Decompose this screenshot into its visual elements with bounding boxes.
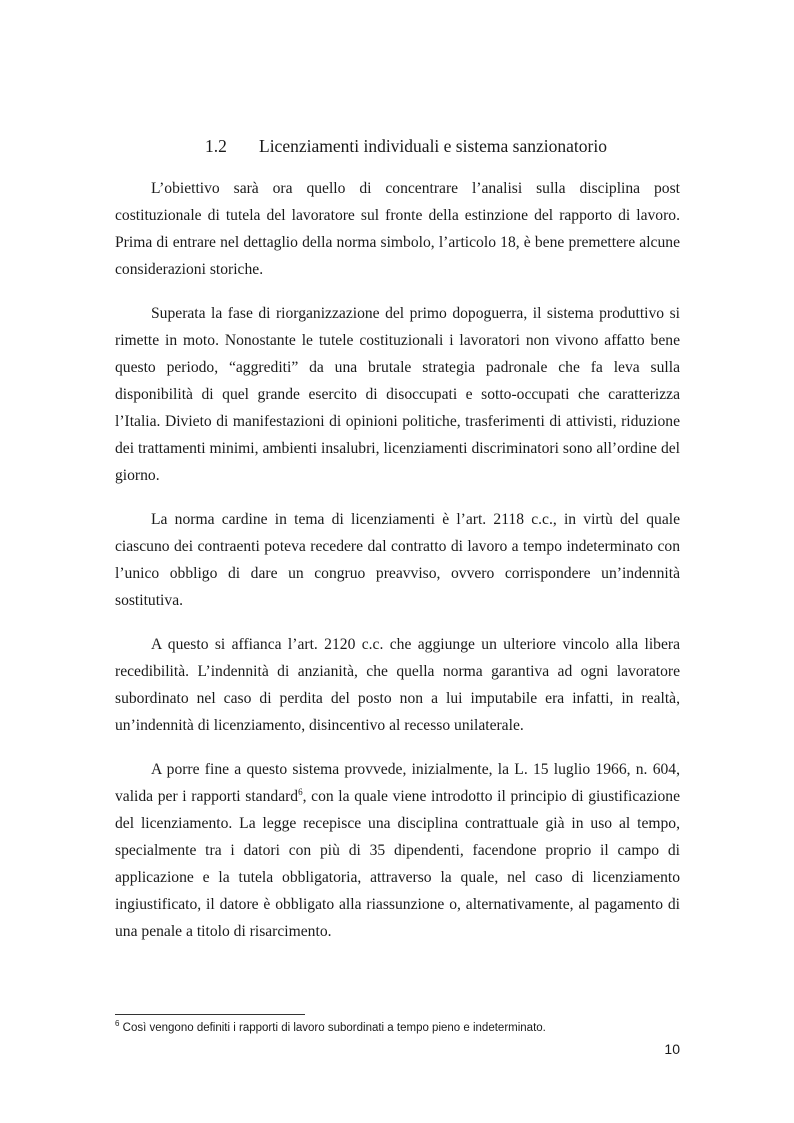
paragraph-5 xyxy=(115,756,680,945)
paragraph-5-text-after: , con la quale viene introdotto il principio di giustificazione del licenziamento. La legge recepisce una disciplina contrattuale già in uso al tempo, specialmente tra i datori con più di 35 dipendenti, facendone proprio il campo di applicazione e la tutela obbligatoria, attraverso la quale, nel caso di licenziamento ingiustificato, il datore è obbligato alla riassunzione o, alternativamente, al pagamento di una penale a titolo di risarcimento. xyxy=(115,788,680,940)
paragraph-3: La norma cardine in tema di licenziamenti è l’art. 2118 c.c., in virtù del quale ciascuno dei contraenti poteva recedere dal contratto di lavoro a tempo indeterminato con l’unico obbligo di dare un congruo preavviso, ovvero corrispondere un’indennità sostitutiva. xyxy=(115,511,680,609)
paragraph-5-text-before: A porre fine a questo sistema provvede, inizialmente, la L. 15 luglio 1966, n. 604, valida per i rapporti standard xyxy=(115,761,680,805)
section-number: 1.2 xyxy=(205,136,227,156)
section-title: Licenziamenti individuali e sistema sanzionatorio xyxy=(259,136,607,156)
paragraph-4: A questo si affianca l’art. 2120 c.c. che aggiunge un ulteriore vincolo alla libera recedibilità. L’indennità di anzianità, che quella norma garantiva ad ogni lavoratore subordinato nel caso di perdita del posto non a lui imputabile era infatti, in realtà, un’indennità di licenziamento, disincentivo al recesso unilaterale. xyxy=(115,636,680,734)
footnote-reference[interactable]: 6 xyxy=(298,787,303,797)
footnote xyxy=(115,1019,546,1034)
footnote-separator xyxy=(115,1014,305,1015)
paragraph-2: Superata la fase di riorganizzazione del primo dopoguerra, il sistema produttivo si rimette in moto. Nonostante le tutele costituzionali i lavoratori non vivono affatto bene questo periodo, “aggrediti” da una brutale strategia padronale che fa leva sulla disponibilità di quel grande esercito di disoccupati e sotto-occupati che caratterizza l’Italia. Divieto di manifestazioni di opinioni politiche, trasferimenti di attivisti, riduzione dei trattamenti minimi, ambienti insalubri, licenziamenti discriminatori sono all’ordine del giorno. xyxy=(115,305,680,484)
footnote-text: Così vengono definiti i rapporti di lavoro subordinati a tempo pieno e indeterminato. xyxy=(122,1022,546,1034)
page-number: 10 xyxy=(664,1041,680,1057)
body-text xyxy=(115,175,680,962)
footnote-number: 6 xyxy=(115,1019,120,1028)
paragraph-1: L’obiettivo sarà ora quello di concentrare l’analisi sulla disciplina post costituzionale di tutela del lavoratore sul fronte della estinzione del rapporto di lavoro. Prima di entrare nel dettaglio della norma simbolo, l’articolo 18, è bene premettere alcune considerazioni storiche. xyxy=(115,180,680,278)
section-heading xyxy=(205,136,607,157)
